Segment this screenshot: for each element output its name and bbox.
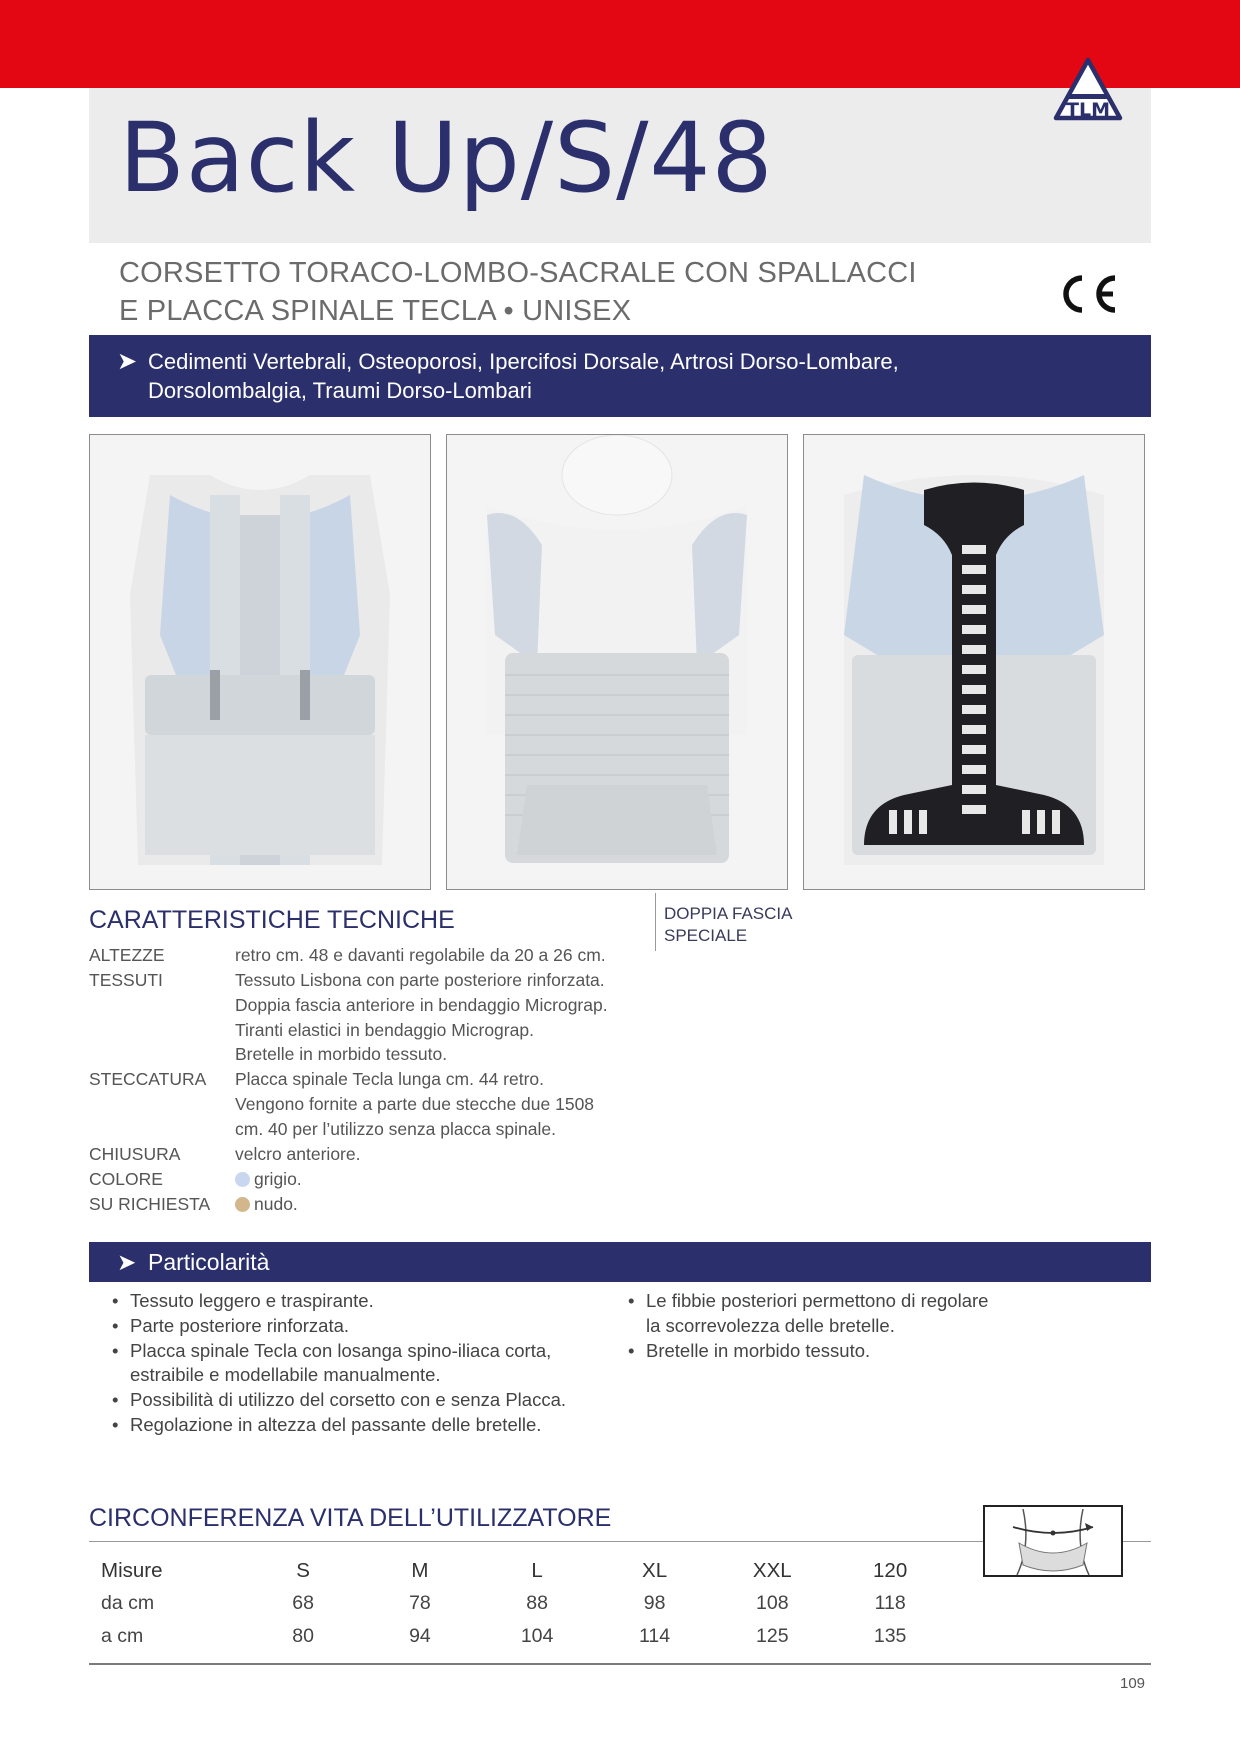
spec-row-altezze xyxy=(89,943,649,968)
particolarita-title: Particolarità xyxy=(148,1249,270,1275)
size-cell: 80 xyxy=(292,1625,314,1647)
list-item: • Possibilità di utilizzo del corsetto con e senza Placca. xyxy=(112,1388,632,1413)
specs-table xyxy=(89,943,649,1217)
photo-back xyxy=(803,434,1145,890)
specs-heading: CARATTERISTICHE TECNICHE xyxy=(89,906,455,934)
subtitle xyxy=(119,254,917,330)
list-item: • Tessuto leggero e traspirante. xyxy=(112,1289,632,1314)
row-label: da cm xyxy=(101,1592,155,1614)
size-cell: 135 xyxy=(873,1625,907,1647)
size-cell: 98 xyxy=(643,1592,666,1614)
list-item: • Placca spinale Tecla con losanga spino-iliaca corta, estraibile e modellabile manualmente. xyxy=(112,1339,632,1389)
list-item: • Regolazione in altezza del passante delle bretelle. xyxy=(112,1413,632,1438)
spec-label: TESSUTI xyxy=(89,970,163,990)
size-cell: 114 xyxy=(639,1625,671,1647)
brace-back-spinal-plate-photo-icon xyxy=(804,435,1144,889)
photo-side xyxy=(446,434,788,890)
brace-front-photo-icon xyxy=(90,435,430,889)
spec-label: CHIUSURA xyxy=(89,1143,181,1164)
spec-label: STECCATURA xyxy=(89,1069,207,1090)
spec-value: Tiranti elastici in bendaggio Micrograp. xyxy=(235,1019,534,1040)
grey-color-swatch-icon xyxy=(235,1172,250,1187)
particolarita-band xyxy=(89,1242,1151,1282)
spec-value: Placca spinale Tecla lunga cm. 44 retro. xyxy=(235,1069,545,1090)
size-cell: XL xyxy=(642,1558,668,1582)
title-panel xyxy=(89,88,1151,243)
size-cell: 125 xyxy=(756,1625,789,1647)
spec-value: Doppia fascia anteriore in bendaggio Micrograp. xyxy=(235,994,608,1015)
features-list-right xyxy=(628,1289,1068,1363)
subtitle-line-2: E PLACCA SPINALE TECLA • UNISEX xyxy=(119,295,632,327)
spec-value: nudo. xyxy=(254,1193,298,1214)
table-row xyxy=(89,1620,949,1653)
spec-row-steccatura xyxy=(89,1067,649,1141)
size-cell: 120 xyxy=(873,1558,908,1582)
features-list-left xyxy=(112,1289,632,1438)
spec-row-tessuti xyxy=(89,968,649,1067)
callout-double-band xyxy=(655,893,794,951)
size-cell: 68 xyxy=(292,1592,314,1614)
list-item: • Bretelle in morbido tessuto. xyxy=(628,1339,1068,1364)
size-heading: CIRCONFERENZA VITA DELL’UTILIZZATORE xyxy=(89,1504,612,1532)
indications-line-2: Dorsolombalgia, Traumi Dorso-Lombari xyxy=(148,378,532,403)
arrow-right-icon: ➤ xyxy=(117,1249,137,1275)
list-item: • Parte posteriore rinforzata. xyxy=(112,1314,632,1339)
table-row xyxy=(89,1554,949,1587)
size-cell: XXL xyxy=(752,1558,792,1582)
spec-label: SU RICHIESTA xyxy=(89,1193,211,1214)
size-cell: S xyxy=(296,1558,310,1582)
spec-value: Tessuto Lisbona con parte posteriore rinforzata. xyxy=(235,970,605,990)
spec-label: COLORE xyxy=(89,1168,163,1189)
spec-row-colore xyxy=(89,1167,649,1192)
indications-line-1: Cedimenti Vertebrali, Osteoporosi, Ipercifosi Dorsale, Artrosi Dorso-Lombare, xyxy=(148,349,899,374)
size-cell: 78 xyxy=(409,1592,431,1614)
spec-row-su-richiesta xyxy=(89,1192,649,1217)
callout-line-1: DOPPIA FASCIA xyxy=(664,904,793,923)
callout-line-2: SPECIALE xyxy=(664,926,748,945)
brace-side-photo-icon xyxy=(447,435,787,889)
row-label: a cm xyxy=(101,1625,144,1647)
indications-band xyxy=(89,335,1151,417)
spec-row-chiusura xyxy=(89,1142,649,1167)
indications-text xyxy=(148,347,1128,405)
spec-value: Vengono fornite a parte due stecche due 1508 xyxy=(235,1093,595,1114)
size-table xyxy=(89,1554,949,1653)
spec-value: retro cm. 48 e davanti regolabile da 20 a 26 cm. xyxy=(235,945,606,965)
size-cell: M xyxy=(411,1558,429,1582)
subtitle-line-1: CORSETTO TORACO-LOMBO-SACRALE CON SPALLACCI xyxy=(119,257,917,289)
logo-text: TLM xyxy=(1066,99,1110,121)
divider xyxy=(89,1663,1151,1665)
size-cell: 88 xyxy=(526,1592,548,1614)
ce-mark-icon xyxy=(1055,272,1119,316)
photo-front xyxy=(89,434,431,890)
spec-value: cm. 40 per l’utilizzo senza placca spinale. xyxy=(235,1118,556,1139)
table-row xyxy=(89,1587,949,1620)
spec-value: velcro anteriore. xyxy=(235,1143,361,1164)
size-cell: 118 xyxy=(874,1592,906,1614)
tlm-logo-icon xyxy=(1052,56,1124,124)
spec-value: Bretelle in morbido tessuto. xyxy=(235,1044,448,1065)
spec-label: ALTEZZE xyxy=(89,945,165,965)
size-cell: 94 xyxy=(409,1625,431,1647)
size-cell: L xyxy=(531,1558,543,1582)
size-cell: 108 xyxy=(756,1592,789,1614)
row-label: Misure xyxy=(101,1558,163,1582)
spec-value: grigio. xyxy=(254,1168,302,1189)
product-title: Back Up/S/48 xyxy=(119,102,774,214)
size-cell: 104 xyxy=(520,1625,554,1647)
nude-color-swatch-icon xyxy=(235,1197,250,1212)
arrow-right-icon: ➤ xyxy=(117,348,138,375)
list-item: • Le fibbie posteriori permettono di regolare la scorrevolezza delle bretelle. xyxy=(628,1289,1068,1339)
waist-measure-icon xyxy=(983,1505,1123,1577)
page-number: 109 xyxy=(1120,1675,1146,1692)
